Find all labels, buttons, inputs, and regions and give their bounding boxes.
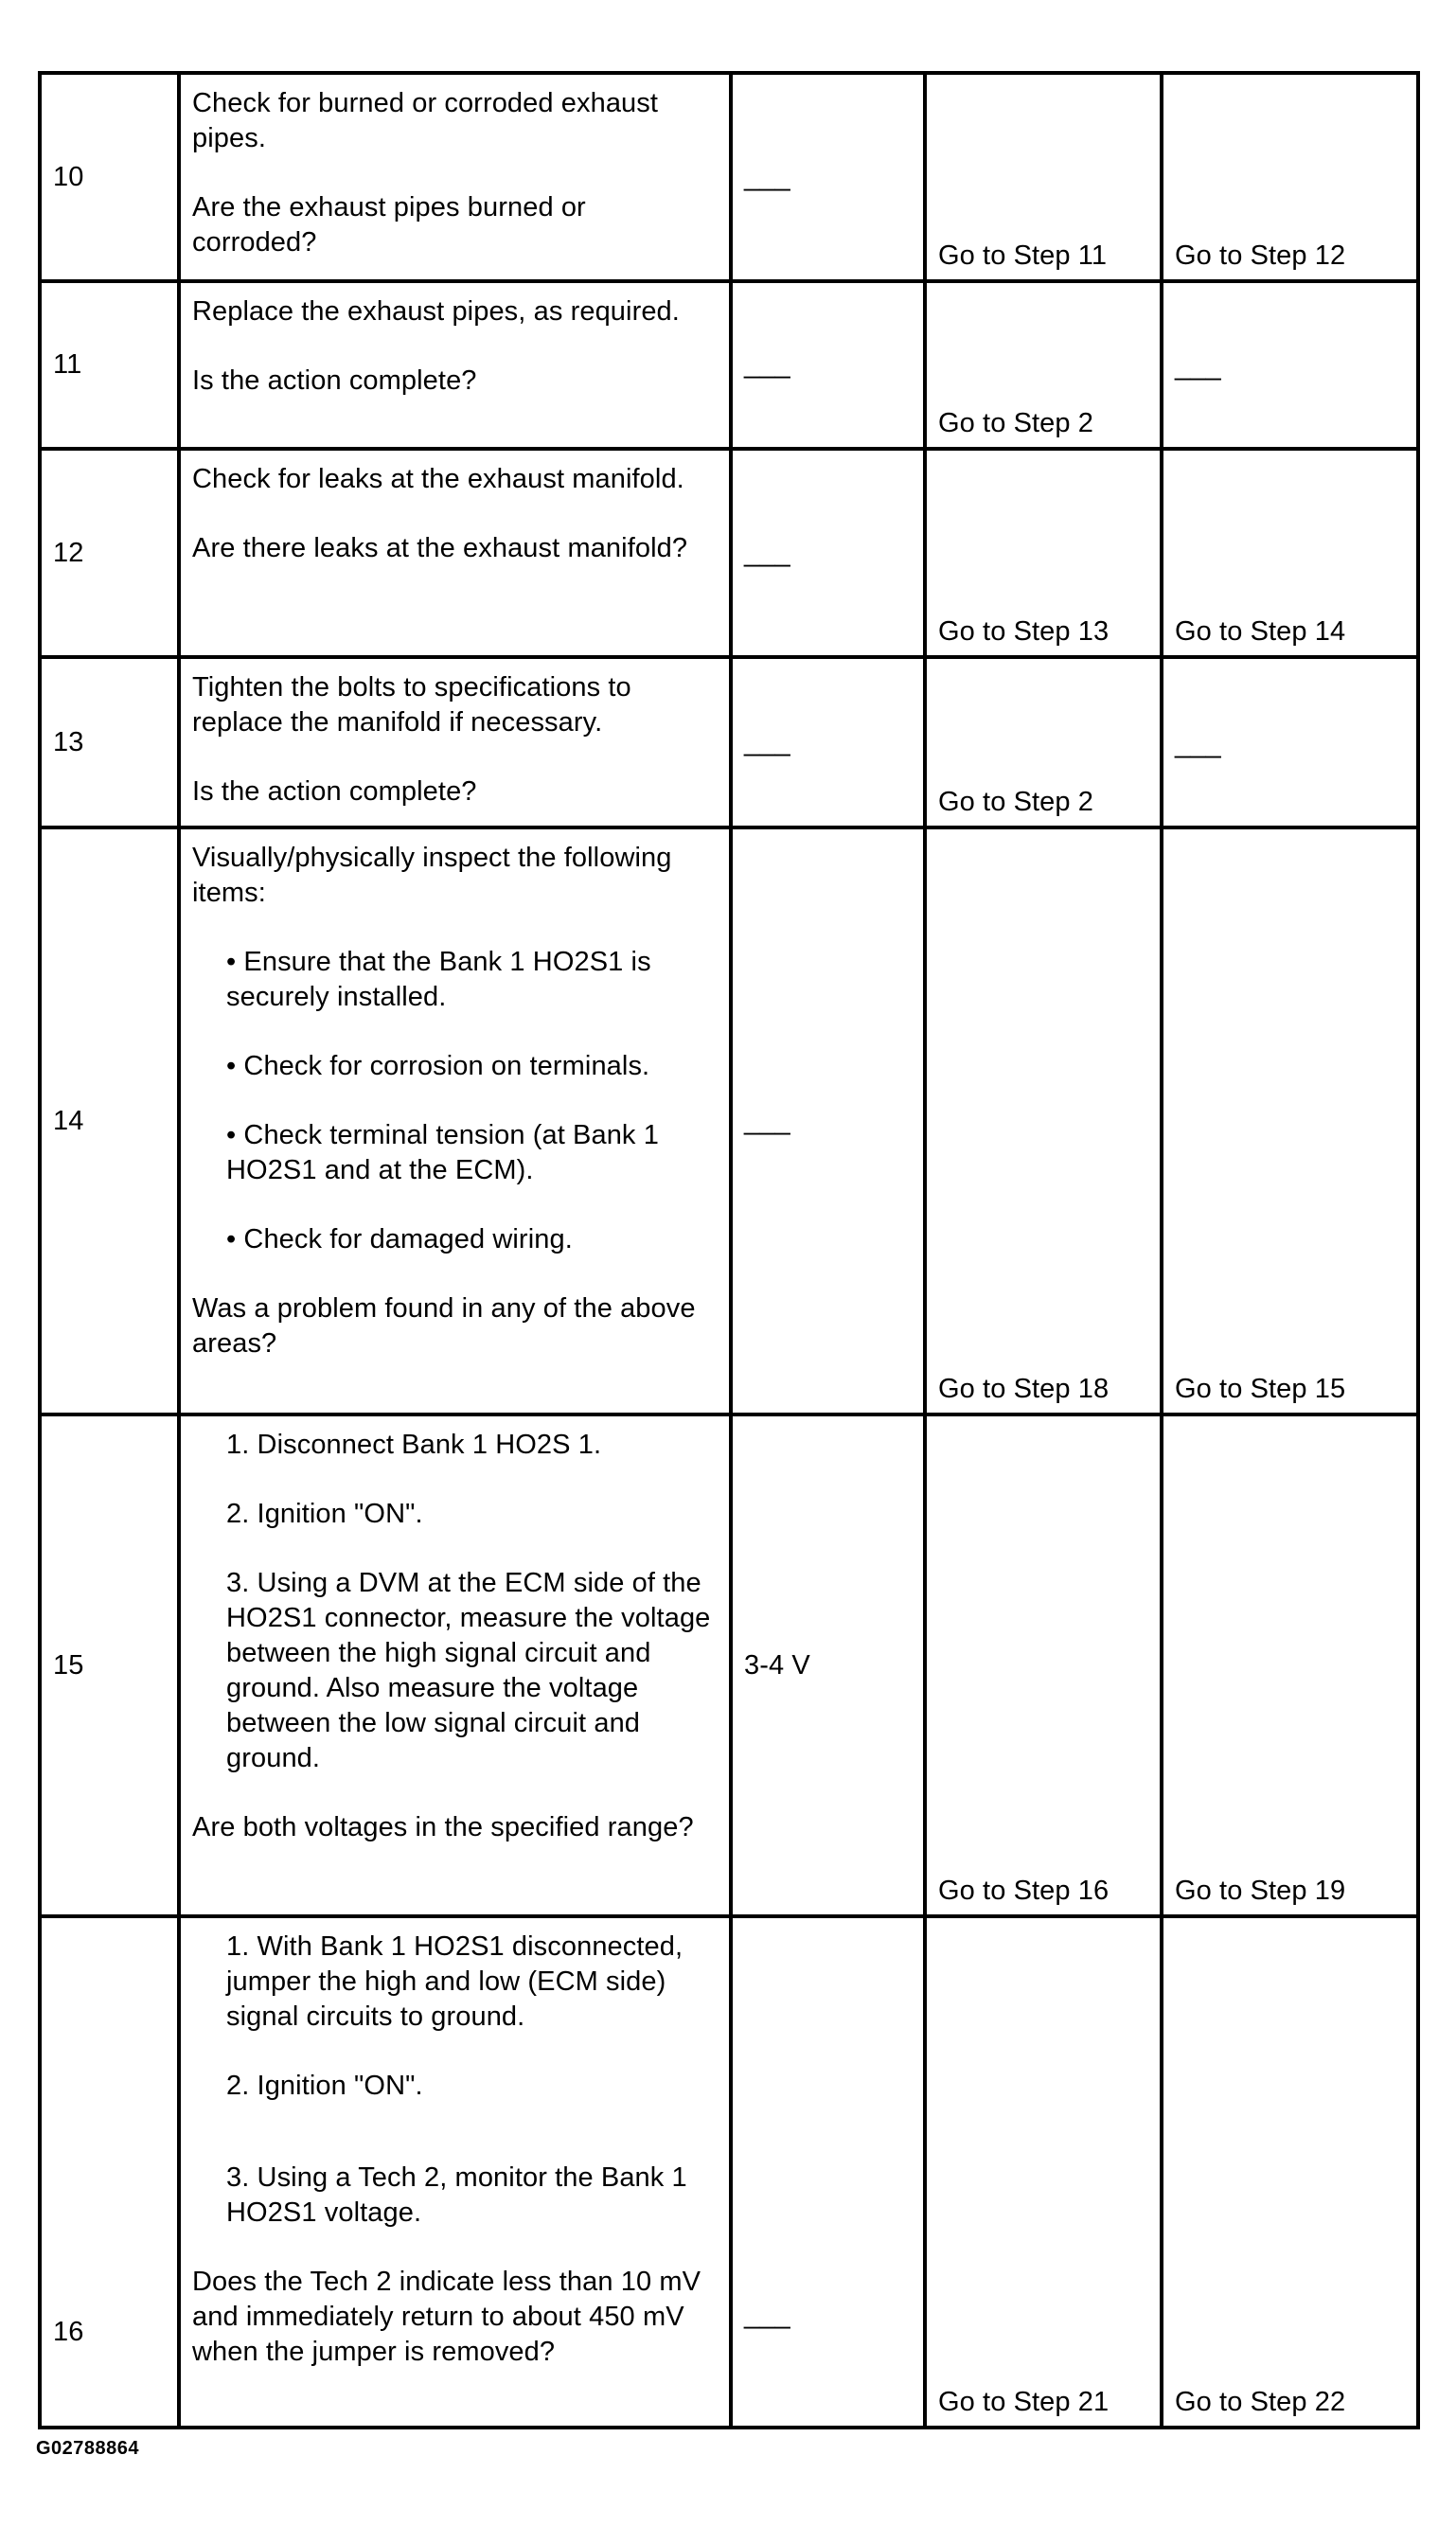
no-cell: Go to Step 15 (1162, 827, 1418, 1414)
value-cell: ___ (731, 449, 925, 657)
value-cell: ___ (731, 73, 925, 281)
value-cell: ___ (731, 827, 925, 1414)
table-row-step-10 (40, 73, 1418, 281)
yes-cell: Go to Step 21 (925, 1916, 1162, 2428)
question-text: Is the action complete? (192, 365, 477, 396)
yes-cell: Go to Step 16 (925, 1414, 1162, 1916)
action-cell (179, 449, 731, 657)
table-row-step-12 (40, 449, 1418, 657)
no-cell: Go to Step 14 (1162, 449, 1418, 657)
question-text: Does the Tech 2 indicate less than 10 mV and immediately return to about 450 mV when the jumper is removed? (192, 2267, 701, 2367)
bullet-item: • Check terminal tension (at Bank 1 HO2S1 and at the ECM). (226, 1120, 659, 1185)
numbered-step: 3. Using a DVM at the ECM side of the HO2S1 connector, measure the voltage between the high signal circuit and ground. Also measure the voltage between the low signal circuit and ground. (226, 1568, 711, 1773)
no-cell: Go to Step 22 (1162, 1916, 1418, 2428)
bullet-item: • Check for corrosion on terminals. (226, 1051, 650, 1081)
yes-cell: Go to Step 18 (925, 827, 1162, 1414)
yes-cell: Go to Step 13 (925, 449, 1162, 657)
question-text: Are there leaks at the exhaust manifold? (192, 533, 688, 563)
action-cell (179, 281, 731, 449)
yes-cell: Go to Step 2 (925, 657, 1162, 827)
action-text: Check for burned or corroded exhaust pipes. (192, 88, 659, 153)
numbered-step: 2. Ignition "ON". (226, 2071, 423, 2101)
step-number: 10 (40, 73, 179, 281)
no-cell: Go to Step 19 (1162, 1414, 1418, 1916)
question-text: Was a problem found in any of the above areas? (192, 1293, 696, 1359)
step-number: 16 (40, 1916, 179, 2428)
question-text: Are the exhaust pipes burned or corroded? (192, 192, 586, 258)
action-text: Check for leaks at the exhaust manifold. (192, 464, 684, 494)
no-cell: ___ (1162, 657, 1418, 827)
no-cell: ___ (1162, 281, 1418, 449)
step-number: 15 (40, 1414, 179, 1916)
diagnostic-table (38, 71, 1420, 2429)
step-number: 14 (40, 827, 179, 1414)
table-row-step-13 (40, 657, 1418, 827)
value-cell: ___ (731, 281, 925, 449)
table-row-step-15 (40, 1414, 1418, 1916)
yes-cell: Go to Step 2 (925, 281, 1162, 449)
numbered-step: 3. Using a Tech 2, monitor the Bank 1 HO2S1 voltage. (226, 2162, 687, 2228)
question-text: Is the action complete? (192, 776, 477, 807)
value-cell: ___ (731, 1916, 925, 2428)
action-cell (179, 73, 731, 281)
value-cell: ___ (731, 657, 925, 827)
action-text: Replace the exhaust pipes, as required. (192, 296, 680, 327)
yes-cell: Go to Step 11 (925, 73, 1162, 281)
table-row-step-14 (40, 827, 1418, 1414)
action-text: Visually/physically inspect the following items: (192, 843, 672, 908)
action-cell (179, 1414, 731, 1916)
question-text: Are both voltages in the specified range? (192, 1812, 694, 1842)
bullet-item: • Ensure that the Bank 1 HO2S1 is securely installed. (226, 947, 651, 1012)
table-row-step-16 (40, 1916, 1418, 2428)
numbered-step: 2. Ignition "ON". (226, 1499, 423, 1529)
value-cell: 3-4 V (731, 1414, 925, 1916)
document-code: G02788864 (36, 2438, 140, 2459)
step-number: 11 (40, 281, 179, 449)
action-cell (179, 827, 731, 1414)
action-cell (179, 657, 731, 827)
numbered-step: 1. With Bank 1 HO2S1 disconnected, jumper the high and low (ECM side) signal circuits to ground. (226, 1931, 684, 2032)
table-row-step-11 (40, 281, 1418, 449)
numbered-step: 1. Disconnect Bank 1 HO2S 1. (226, 1430, 602, 1460)
bullet-item: • Check for damaged wiring. (226, 1224, 573, 1254)
step-number: 13 (40, 657, 179, 827)
step-number: 12 (40, 449, 179, 657)
no-cell: Go to Step 12 (1162, 73, 1418, 281)
action-cell (179, 1916, 731, 2428)
action-text: Tighten the bolts to specifications to replace the manifold if necessary. (192, 672, 631, 738)
